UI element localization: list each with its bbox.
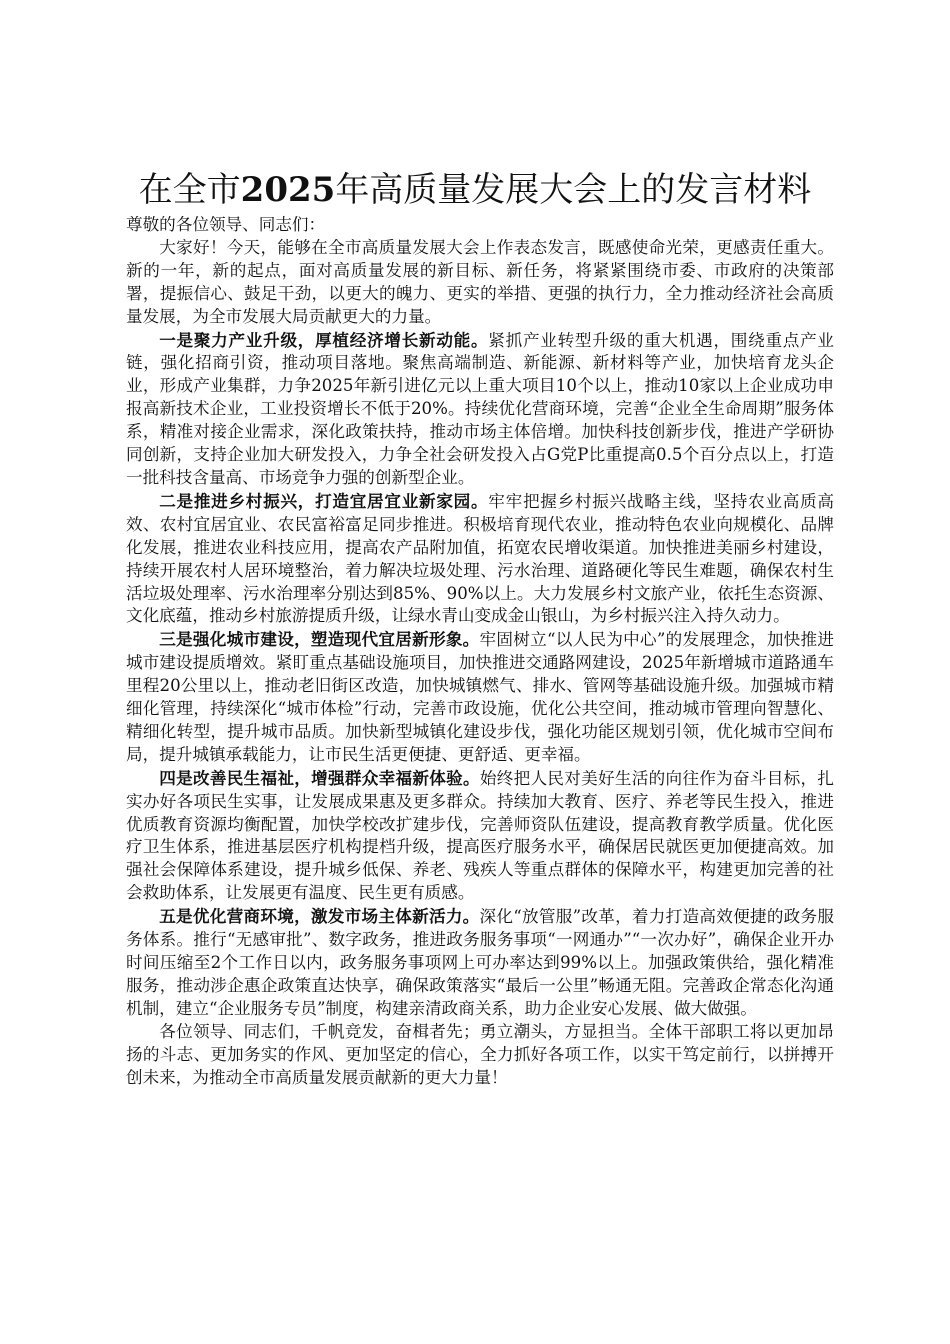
section-paragraph-1	[126, 329, 834, 490]
section-paragraph-5	[126, 905, 834, 1021]
document-title	[0, 168, 950, 212]
title-suffix: 年高质量发展大会上的发言材料	[335, 170, 812, 210]
section-lead: 三是强化城市建设，塑造现代宜居新形象。	[159, 629, 480, 650]
section-paragraph-2	[126, 490, 834, 628]
document-body	[126, 214, 834, 1089]
title-prefix: 在全市	[138, 170, 241, 210]
section-text: 牢固树立“以人民为中心”的发展理念，加快推进城市建设提质增效。紧盯重点基础设施项目，加快推进交通路网建设，2025年新增城市道路通车里程20公里以上，推动老旧街区改造，加快城镇燃气、排水、管网等基础设施升级。加强城市精细化管理，持续深化“城市体检”行动，完善市政设施，优化公共空间，推动城市管理向智慧化、精细化转型，提升城市品质。加快新型城镇化建设步伐，强化功能区规划引领，优化城市空间布局，提升城镇承载能力，让市民生活更便捷、更舒适、更幸福。	[126, 630, 834, 764]
section-text: 始终把人民对美好生活的向往作为奋斗目标，扎实办好各项民生实事，让发展成果惠及更多群众。持续加大教育、医疗、养老等民生投入，推进优质教育资源均衡配置，加快学校改扩建步伐，完善师资队伍建设，提高教育教学质量。优化医疗卫生体系，推进基层医疗机构提档升级，提高医疗服务水平，确保居民就医更加便捷高效。加强社会保障体系建设，提升城乡低保、养老、残疾人等重点群体的保障水平，构建更加完善的社会救助体系，让发展更有温度、民生更有质感。	[126, 768, 835, 903]
closing-paragraph: 各位领导、同志们，千帆竞发，奋楫者先；勇立潮头，方显担当。全体干部职工将以更加昂扬的斗志、更加务实的作风、更加坚定的信心，全力抓好各项工作，以实干笃定前行，以拼搏开创未来，为推动全市高质量发展贡献新的更大力量！	[126, 1021, 834, 1087]
title-year: 2025	[240, 170, 336, 210]
section-lead: 四是改善民生福祉，增强群众幸福新体验。	[159, 767, 480, 788]
section-lead: 五是优化营商环境，激发市场主体新活力。	[159, 906, 480, 927]
section-text: 深化“放管服”改革，着力打造高效便捷的政务服务体系。推行“无感审批”、数字政务，推进政务服务事项“一网通办”“一次办好”，确保企业开办时间压缩至2个工作日以内，政务服务事项网上可办率达到99%以上。加强政策供给，强化精准服务，推动涉企惠企政策直达快享，确保政策落实“最后一公里”畅通无阻。完善政企常态化沟通机制，建立“企业服务专员”制度，构建亲清政商关系，助力企业安心发展、做大做强。	[126, 907, 834, 1018]
section-paragraph-3	[126, 628, 834, 766]
section-text: 紧抓产业转型升级的重大机遇，围绕重点产业链，强化招商引资，推动项目落地。聚焦高端制造、新能源、新材料等产业，加快培育龙头企业，形成产业集群，力争2025年新引进亿元以上重大项目10个以上，推动10家以上企业成功申报高新技术企业，工业投资增长不低于20%。持续优化营商环境，完善“企业全生命周期”服务体系，精准对接企业需求，深化政策扶持，推动市场主体倍增。加快科技创新步伐，推进产学研协同创新，支持企业加大研发投入，力争全社会研发投入占G党P比重提高0.5个百分点以上，打造一批科技含量高、市场竞争力强的创新型企业。	[126, 330, 834, 487]
intro-paragraph: 大家好！今天，能够在全市高质量发展大会上作表态发言，既感使命光荣，更感责任重大。新的一年，新的起点，面对高质量发展的新目标、新任务，将紧紧围绕市委、市政府的决策部署，提振信心、鼓足干劲，以更大的魄力、更实的举措、更强的执行力，全力推动经济社会高质量发展，为全市发展大局贡献更大的力量。	[126, 237, 834, 326]
section-text: 牢牢把握乡村振兴战略主线，坚持农业高质高效、农村宜居宜业、农民富裕富足同步推进。积极培育现代农业，推动特色农业向规模化、品牌化发展，推进农业科技应用，提高农产品附加值，拓宽农民增收渠道。加快推进美丽乡村建设，持续开展农村人居环境整治，着力解决垃圾处理、污水治理、道路硬化等民生难题，确保农村生活垃圾处理率、污水治理率分别达到85%、90%以上。大力发展乡村文旅产业，依托生态资源、文化底蕴，推动乡村旅游提质升级，让绿水青山变成金山银山，为乡村振兴注入持久动力。	[126, 491, 834, 626]
section-lead: 一是聚力产业升级，厚植经济增长新动能。	[159, 329, 489, 350]
section-paragraph-4	[126, 767, 834, 905]
salutation: 尊敬的各位领导、同志们：	[126, 215, 326, 234]
section-lead: 二是推进乡村振兴，打造宜居宜业新家园。	[159, 490, 489, 511]
